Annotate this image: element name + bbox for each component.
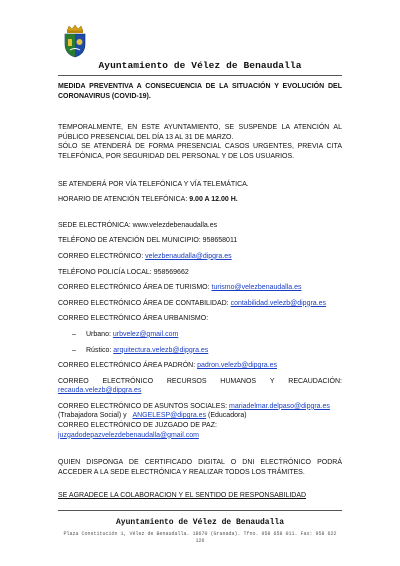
paragraph-urgent-cases: SÓLO SE ATENDERÁ DE FORMA PRESENCIAL CASOS URGENTES, PREVIA CITA TELEFÓNICA, POR SEGURIDAD DEL PERSONAL Y DE LOS USUARIOS. <box>58 143 342 160</box>
email-link-social-worker[interactable]: mariadelmar.delpaso@dipgra.es <box>229 402 330 410</box>
phone-hours <box>58 195 342 205</box>
rrhh-word: ELECTRÓNICO <box>102 377 154 385</box>
rrhh-word: Y <box>269 377 275 385</box>
contact-correo-label: CORREO ELECTRÓNICO: <box>58 252 146 260</box>
email-link-rrhh[interactable]: recauda.velezb@dipgra.es <box>58 387 142 395</box>
list-dash: – <box>72 330 76 338</box>
email-link-turismo[interactable]: turismo@velezbenaudalla.es <box>211 284 302 292</box>
email-link-educator[interactable]: ANGELESP@dipgra.es <box>132 412 207 420</box>
email-link-urbano[interactable]: urbvelez@gmail.com <box>112 330 179 338</box>
email-link-juzgado[interactable]: juzgadodepazvelezdebenaudalla@gmail.com <box>58 431 199 439</box>
contact-policia: TELÉFONO POLICÍA LOCAL: 958569662 <box>58 268 189 276</box>
email-link-contabilidad[interactable]: contabilidad.velezb@dipgra.es <box>230 299 327 307</box>
contact-rrhh-line <box>58 377 342 387</box>
coat-of-arms-icon <box>62 24 88 58</box>
paragraph-certificado: QUIEN DISPONGA DE CERTIFICADO DIGITAL O DNI ELECTRÓNICO PODRÁ ACCEDER A LA SEDE ELECTRÓNICA Y REALIZAR TODOS LOS TRÁMITES. <box>58 459 342 476</box>
contact-turismo <box>58 283 342 293</box>
list-item-rustico <box>72 346 342 356</box>
contact-urbanismo-label: CORREO ELECTRÓNICO ÁREA URBANISMO: <box>58 315 209 323</box>
contact-contabilidad-label: CORREO ELECTRÓNICO ÁREA DE CONTABILIDAD: <box>58 299 231 307</box>
header-title: Ayuntamiento de Vélez de Benaudalla <box>98 60 302 71</box>
rrhh-word: RECAUDACIÓN: <box>288 377 342 385</box>
footer-address: Plaza Constitución 1, Vélez de Benaudalla. 18670 (Granada). Tfno. 958 658 011. Fax: 958 622 126 <box>63 531 337 544</box>
urbano-label: Urbano: <box>86 330 111 338</box>
email-link-general[interactable]: velezbenaudalla@dipgra.es <box>145 252 232 260</box>
footer-divider <box>58 510 342 511</box>
social-worker-role: (Trabajadora Social) y <box>58 412 129 420</box>
educator-role: (Educadora) <box>206 412 247 420</box>
contact-padron-label: CORREO ELECTRÓNICO ÁREA PADRÓN: <box>58 362 198 370</box>
contact-turismo-label: CORREO ELECTRÓNICO ÁREA DE TURISMO: <box>58 284 212 292</box>
paragraph-suspension: TEMPORALMENTE, EN ESTE AYUNTAMIENTO, SE SUSPENDE LA ATENCIÓN AL PÚBLICO PRESENCIAL DEL DÍA 13 AL 31 DE MARZO. <box>58 124 342 141</box>
email-link-padron[interactable]: padron.velezb@dipgra.es <box>197 362 278 370</box>
contact-telefono: TELÉFONO DE ATENCIÓN DEL MUNICIPIO: 958658011 <box>58 237 238 245</box>
rrhh-word: RECURSOS <box>166 377 207 385</box>
header-divider <box>58 75 342 76</box>
contact-juzgado-label: CORREO ELECTRÓNICO DE JUZGADO DE PAZ: <box>58 422 217 430</box>
contact-contabilidad <box>58 299 342 309</box>
contact-sociales-roles <box>58 411 342 421</box>
list-item-urbano <box>72 330 342 340</box>
list-dash: – <box>72 346 76 354</box>
contact-sede: SEDE ELECTRÓNICA: www.velezdebenaudalla.es <box>58 221 218 229</box>
paragraph-channels: SE ATENDERÁ POR VÍA TELEFÓNICA Y VÍA TELEMÁTICA. <box>58 180 249 188</box>
rrhh-word: CORREO <box>58 377 89 385</box>
contact-correo <box>58 252 342 262</box>
contact-sociales <box>58 402 342 412</box>
email-link-rustico[interactable]: arquitectura.velezb@dipgra.es <box>113 346 209 354</box>
rustico-label: Rústico: <box>86 346 112 354</box>
rrhh-word: HUMANOS <box>220 377 257 385</box>
headline: MEDIDA PREVENTIVA A CONSECUENCIA DE LA SITUACIÓN Y EVOLUCIÓN DEL CORONAVIRUS (COVID-19). <box>58 83 342 100</box>
contact-padron <box>58 361 342 371</box>
contact-sociales-label: CORREO ELECTRÓNICO DE ASUNTOS SOCIALES: <box>58 402 230 410</box>
phone-hours-label: HORARIO DE ATENCIÓN TELEFÓNICA: <box>58 196 190 204</box>
phone-hours-value: 9.00 A 12.00 H. <box>189 196 238 204</box>
document-body <box>58 82 342 501</box>
closing-thanks: SE AGRADECE LA COLABORACION Y EL SENTIDO DE RESPONSABILIDAD <box>58 492 307 500</box>
footer-title: Ayuntamiento de Vélez de Benaudalla <box>115 518 285 527</box>
